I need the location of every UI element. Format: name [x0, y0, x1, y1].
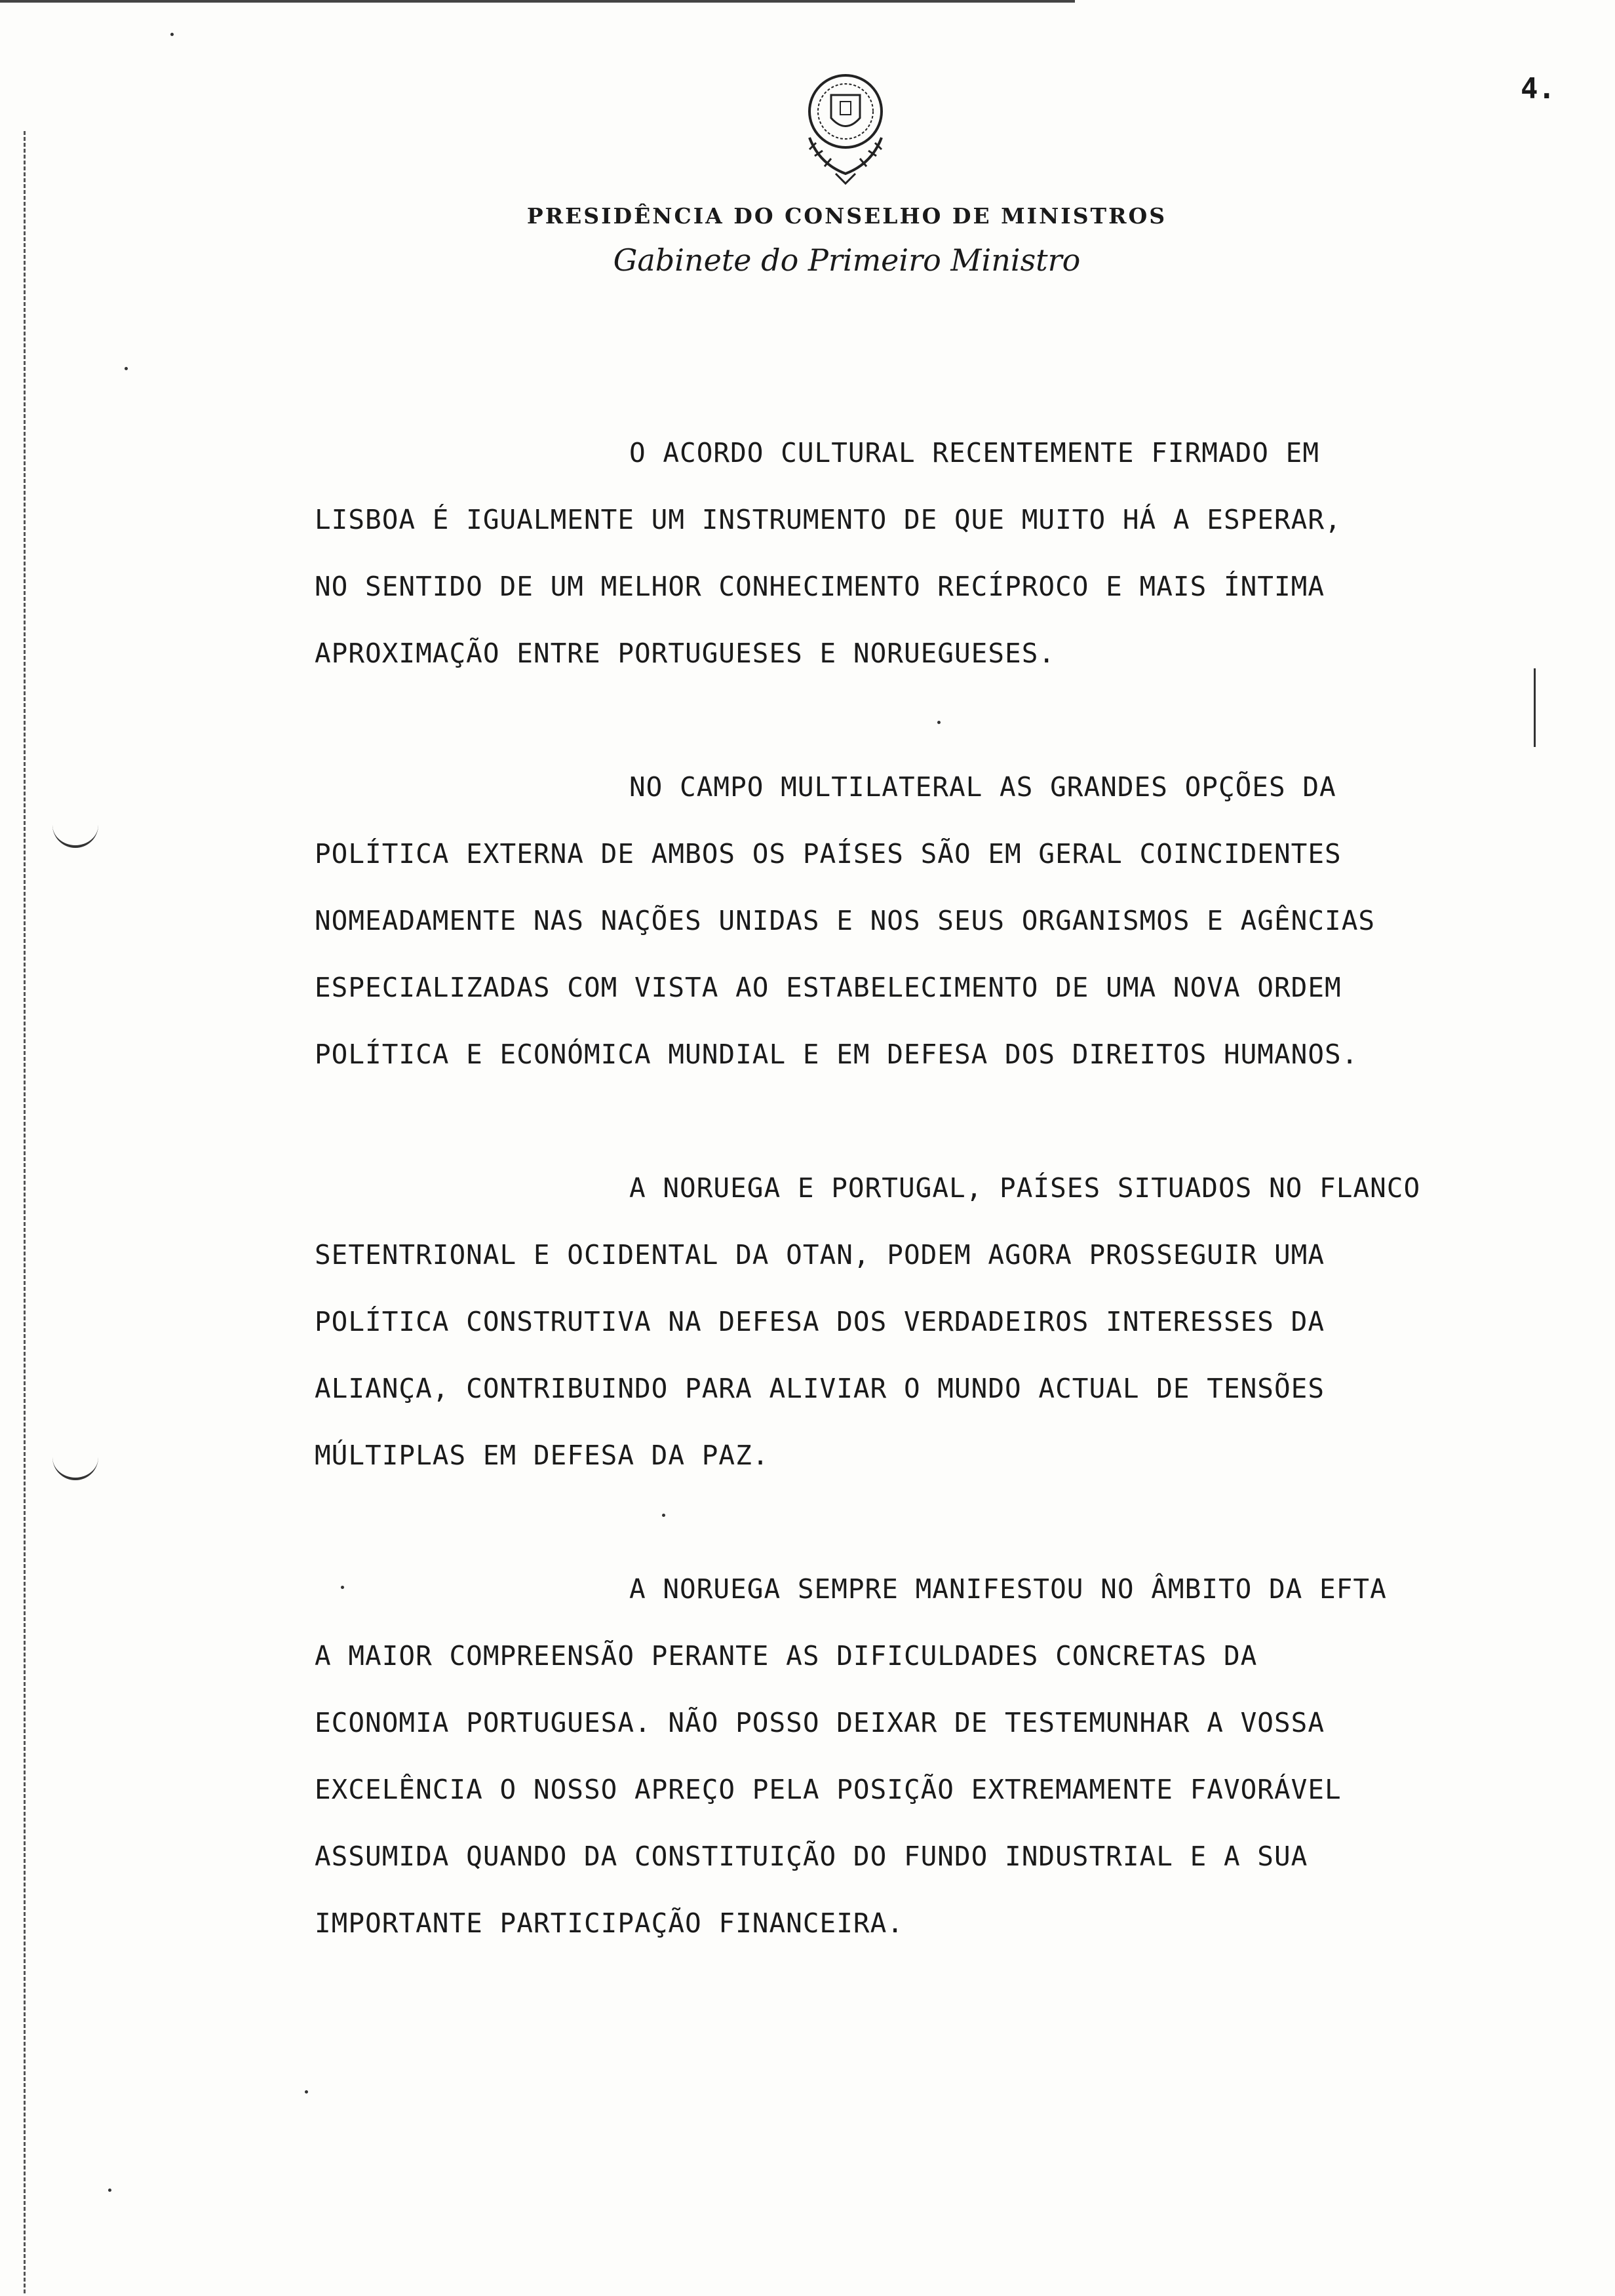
text-line: A NORUEGA SEMPRE MANIFESTOU NO ÂMBITO DA EFTA [629, 1573, 1387, 1605]
scan-speck [125, 367, 128, 370]
punch-hole-mark [52, 819, 98, 848]
header-title: PRESIDÊNCIA DO CONSELHO DE MINISTROS [526, 203, 1167, 229]
text-line: ALIANÇA, CONTRIBUINDO PARA ALIVIAR O MUNDO ACTUAL DE TENSÕES [315, 1373, 1325, 1404]
text-line: POLÍTICA CONSTRUTIVA NA DEFESA DOS VERDADEIROS INTERESSES DA [315, 1306, 1325, 1337]
text-line: POLÍTICA EXTERNA DE AMBOS OS PAÍSES SÃO EM GERAL COINCIDENTES [315, 838, 1342, 870]
text-line: EXCELÊNCIA O NOSSO APREÇO PELA POSIÇÃO EXTREMAMENTE FAVORÁVEL [315, 1774, 1342, 1805]
text-line: NO SENTIDO DE UM MELHOR CONHECIMENTO RECÍPROCO E MAIS ÍNTIMA [315, 571, 1325, 602]
text-line: ESPECIALIZADAS COM VISTA AO ESTABELECIMENTO DE UMA NOVA ORDEM [315, 972, 1342, 1003]
text-line: ECONOMIA PORTUGUESA. NÃO POSSO DEIXAR DE TESTEMUNHAR A VOSSA [315, 1707, 1325, 1738]
text-line: IMPORTANTE PARTICIPAÇÃO FINANCEIRA. [315, 1907, 904, 1939]
scan-speck [170, 33, 174, 36]
paragraph [315, 1556, 1573, 1957]
coat-of-arms-icon [780, 66, 911, 190]
text-line: POLÍTICA E ECONÓMICA MUNDIAL E EM DEFESA DOS DIREITOS HUMANOS. [315, 1039, 1359, 1070]
text-line: O ACORDO CULTURAL RECENTEMENTE FIRMADO EM [629, 437, 1320, 469]
text-line: A MAIOR COMPREENSÃO PERANTE AS DIFICULDADES CONCRETAS DA [315, 1640, 1258, 1672]
text-line: NO CAMPO MULTILATERAL AS GRANDES OPÇÕES DA [629, 771, 1336, 803]
paragraph [315, 754, 1573, 1088]
scan-speck [937, 721, 941, 724]
page-number: 4. [1521, 72, 1555, 105]
scan-speck [108, 2189, 111, 2192]
text-line: SETENTRIONAL E OCIDENTAL DA OTAN, PODEM AGORA PROSSEGUIR UMA [315, 1239, 1325, 1271]
text-line: APROXIMAÇÃO ENTRE PORTUGUESES E NORUEGUESES. [315, 638, 1056, 669]
paragraph [315, 1155, 1573, 1489]
top-rule-divider [0, 0, 1075, 3]
document-body [315, 419, 1573, 2023]
header-subtitle: Gabinete do Primeiro Ministro [613, 242, 1081, 278]
text-line: NOMEADAMENTE NAS NAÇÕES UNIDAS E NOS SEUS ORGANISMOS E AGÊNCIAS [315, 905, 1376, 936]
text-line: MÚLTIPLAS EM DEFESA DA PAZ. [315, 1440, 769, 1471]
text-line: ASSUMIDA QUANDO DA CONSTITUIÇÃO DO FUNDO INDUSTRIAL E A SUA [315, 1841, 1308, 1872]
scan-speck [341, 1586, 344, 1589]
scan-speck [662, 1514, 665, 1517]
text-line: LISBOA É IGUALMENTE UM INSTRUMENTO DE QUE MUITO HÁ A ESPERAR, [315, 504, 1342, 535]
punch-hole-mark [52, 1451, 98, 1480]
scan-speck [305, 2090, 308, 2094]
binder-edge-marks [24, 131, 31, 2293]
paragraph [315, 419, 1573, 687]
text-line: A NORUEGA E PORTUGAL, PAÍSES SITUADOS NO FLANCO [629, 1172, 1421, 1204]
